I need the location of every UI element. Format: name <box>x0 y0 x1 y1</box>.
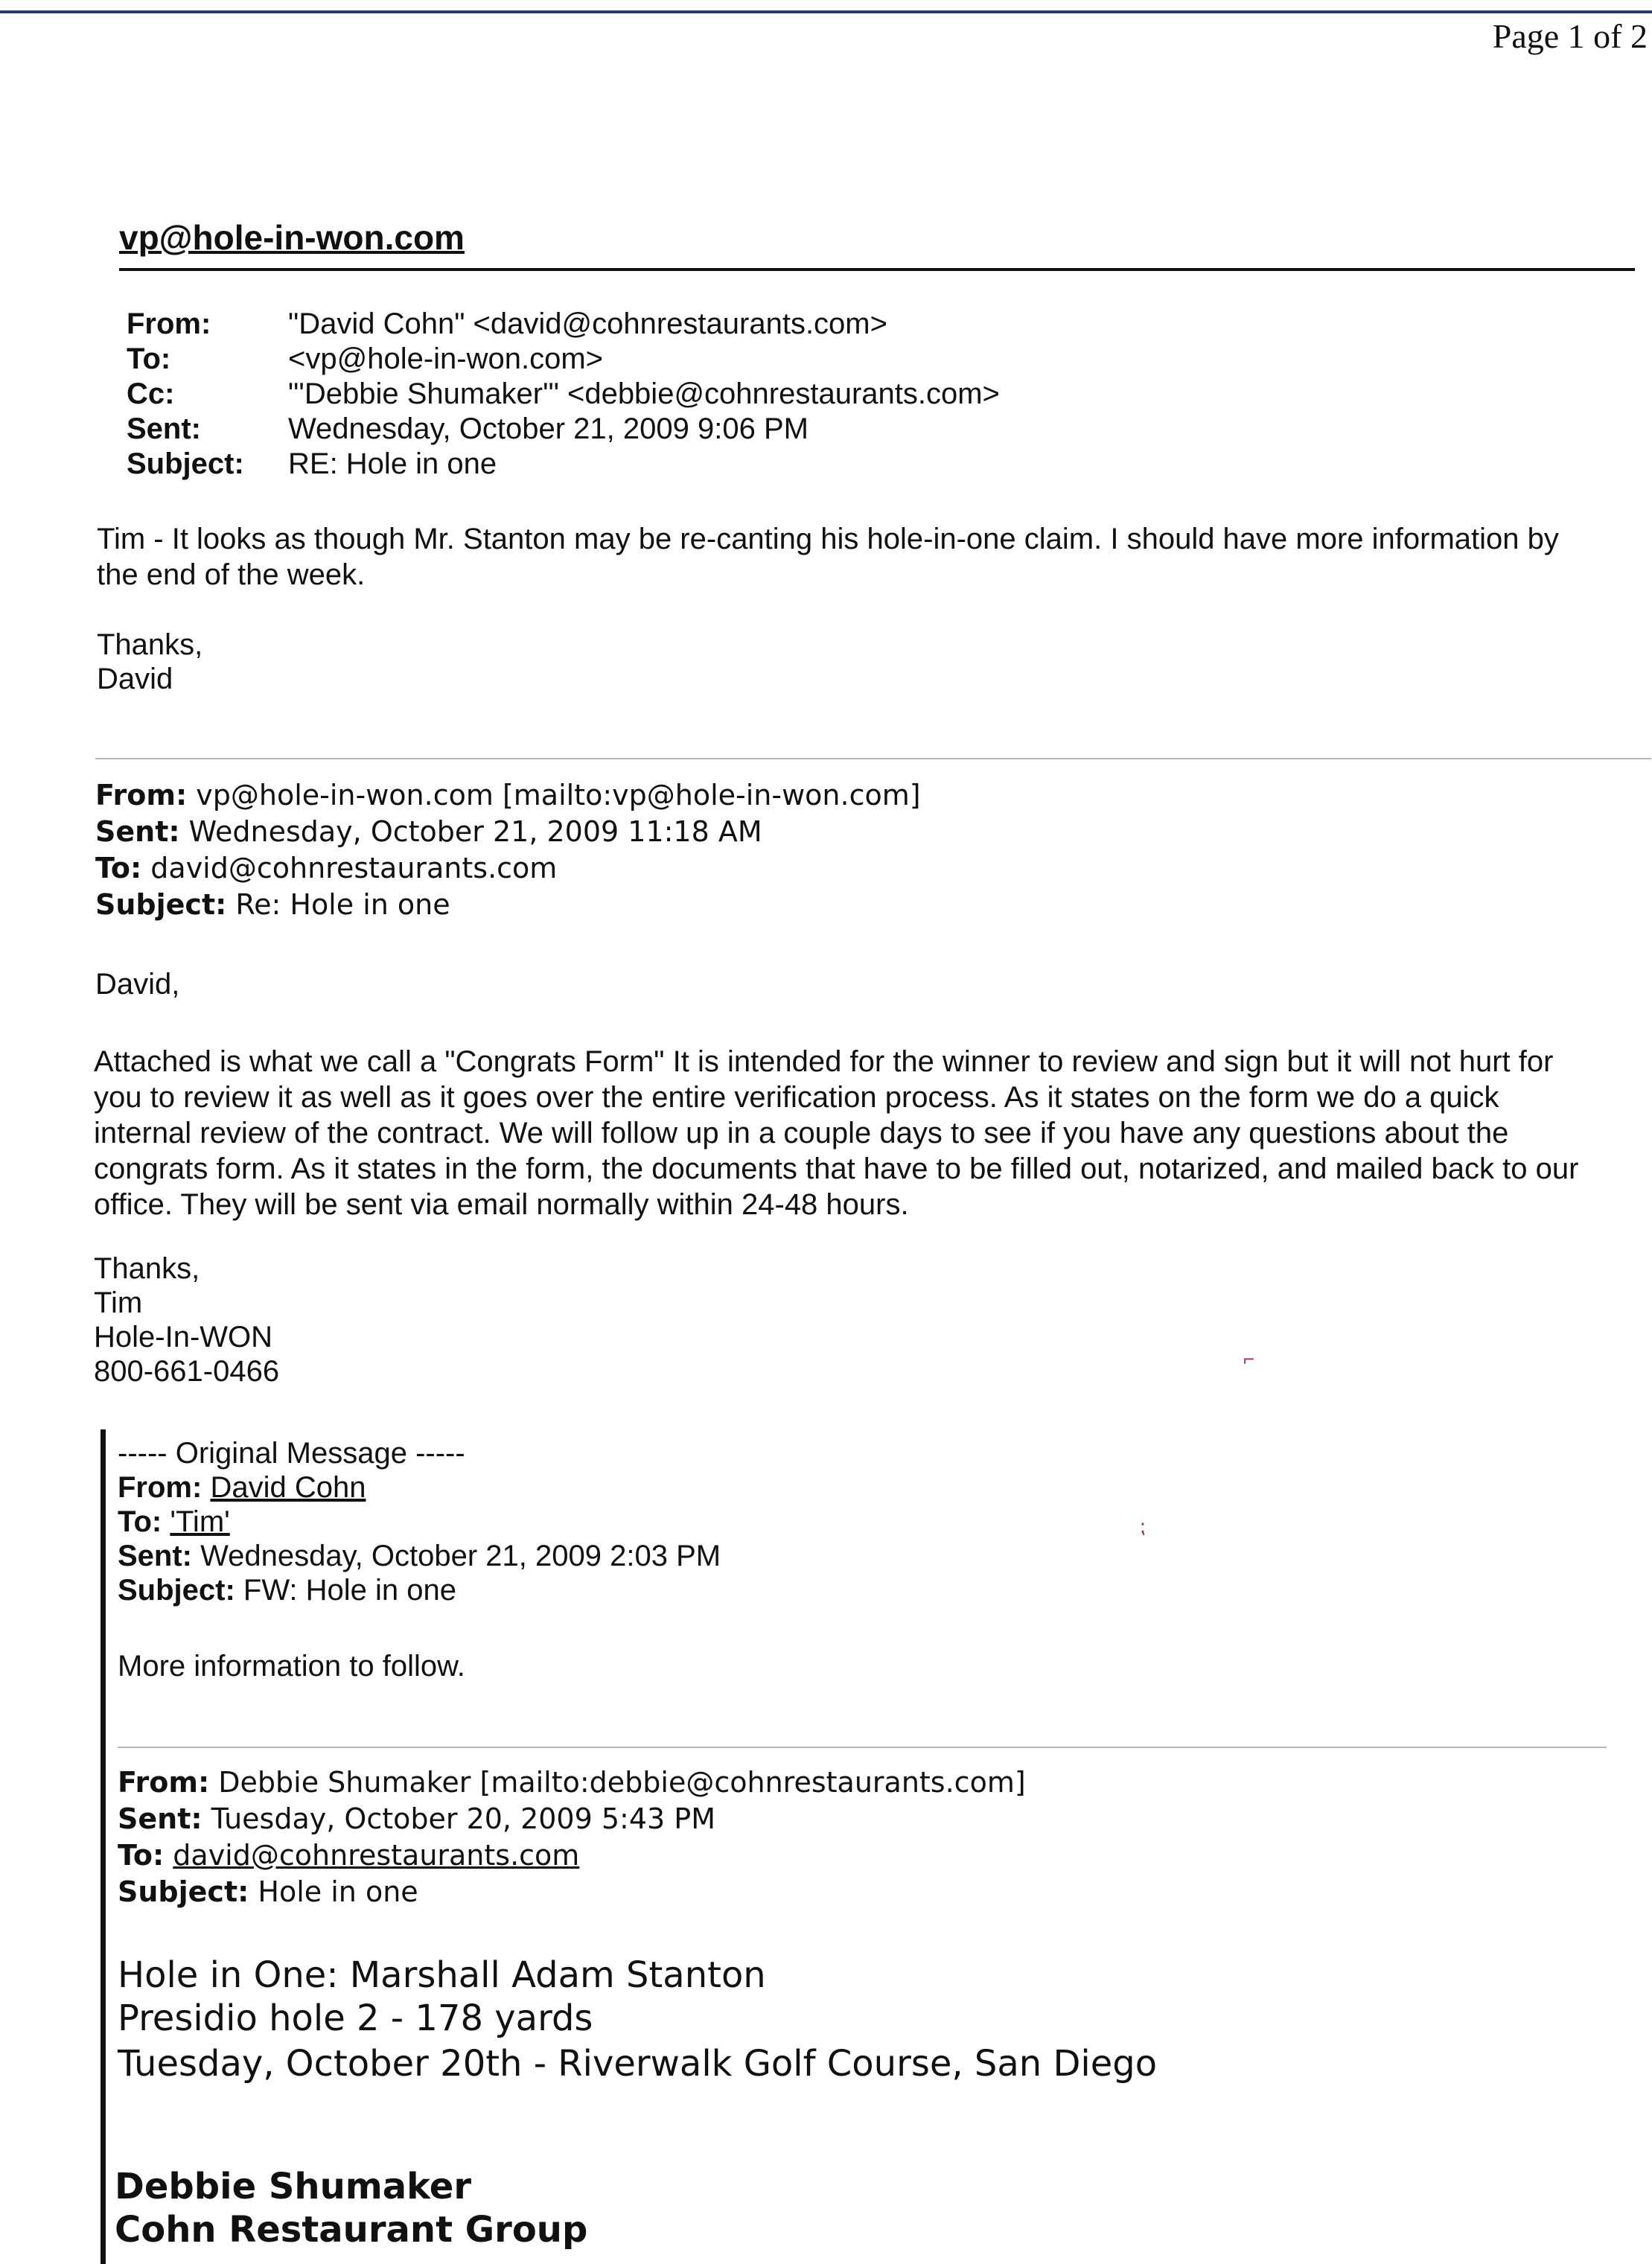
header-cc-value: "'Debbie Shumaker'" <debbie@cohnrestaurants.com> <box>288 377 1000 410</box>
orig-subject-value: FW: Hole in one <box>243 1574 456 1607</box>
header-cc-row <box>127 377 1467 412</box>
msg2-company: Hole-In-WON <box>94 1321 273 1353</box>
orig-from-row <box>118 1470 366 1505</box>
msg3-subject-row <box>118 1874 418 1910</box>
orig-sent-label: Sent: <box>118 1540 192 1572</box>
mailbox-title: vp@hole-in-won.com <box>119 218 465 257</box>
msg2-body-line3: internal review of the contract. We will follow up in a couple days to see if you have any questions about the <box>94 1117 1509 1149</box>
signature-name: Debbie Shumaker <box>115 2166 472 2207</box>
header-cc-label: Cc: <box>127 377 175 410</box>
quote-bar <box>101 1429 106 2264</box>
header-from-label: From: <box>127 307 211 340</box>
orig-sent-value: Wednesday, October 21, 2009 2:03 PM <box>200 1540 721 1572</box>
msg3-line3: Tuesday, October 20th - Riverwalk Golf Course, San Diego <box>118 2043 1158 2085</box>
msg3-subject-label: Subject: <box>118 1875 249 1908</box>
msg2-subject-label: Subject: <box>95 888 227 921</box>
msg2-subject-row <box>95 887 450 922</box>
msg3-subject-value: Hole in one <box>258 1875 418 1908</box>
msg2-phone: 800-661-0466 <box>94 1355 280 1388</box>
msg2-sent-label: Sent: <box>95 815 180 848</box>
orig-subject-label: Subject: <box>118 1574 235 1607</box>
msg2-from-value: vp@hole-in-won.com [mailto:vp@hole-in-won.com] <box>196 779 921 811</box>
header-subject-row <box>127 447 1467 482</box>
msg1-thanks: Thanks, <box>97 628 203 661</box>
orig-body: More information to follow. <box>118 1650 465 1683</box>
email-header <box>127 307 1467 482</box>
header-sent-row <box>127 412 1467 447</box>
msg1-body-line2: the end of the week. <box>97 558 366 591</box>
msg2-sent-value: Wednesday, October 21, 2009 11:18 AM <box>188 815 762 848</box>
header-sent-value: Wednesday, October 21, 2009 9:06 PM <box>288 412 809 445</box>
orig-subject-row <box>118 1572 456 1608</box>
msg3-sent-label: Sent: <box>118 1802 202 1835</box>
msg1-body-line1: Tim - It looks as though Mr. Stanton may be re-canting his hole-in-one claim. I should have more information by <box>97 523 1559 555</box>
header-subject-label: Subject: <box>127 447 244 480</box>
msg1-name: David <box>97 663 173 695</box>
title-rule <box>119 268 1635 271</box>
page-number: Page 1 of 2 <box>1492 17 1648 55</box>
msg3-to-link[interactable]: david@cohnrestaurants.com <box>173 1839 580 1872</box>
msg3-sent-value: Tuesday, October 20, 2009 5:43 PM <box>211 1802 715 1835</box>
msg2-to-row <box>95 850 557 886</box>
msg2-thanks: Thanks, <box>94 1252 200 1285</box>
msg2-body-line4: congrats form. As it states in the form, the documents that have to be filled out, notarized, and mailed back to our <box>94 1152 1579 1185</box>
msg3-line2: Presidio hole 2 - 178 yards <box>118 1997 593 2039</box>
scan-speck: ⁏ <box>1139 1515 1146 1537</box>
msg2-greeting: David, <box>95 968 180 1001</box>
orig-from-label: From: <box>118 1471 202 1504</box>
msg3-sent-row <box>118 1801 715 1837</box>
top-scan-line <box>0 10 1652 13</box>
header-from-row <box>127 307 1467 342</box>
msg2-name: Tim <box>94 1286 143 1319</box>
orig-to-row <box>118 1504 230 1540</box>
header-subject-value: RE: Hole in one <box>288 447 497 480</box>
header-from-value: "David Cohn" <david@cohnrestaurants.com> <box>288 307 887 340</box>
msg2-to-value: david@cohnrestaurants.com <box>150 852 558 884</box>
orig-to-label: To: <box>118 1505 162 1538</box>
original-message-marker: ----- Original Message ----- <box>118 1437 465 1470</box>
msg3-to-row <box>118 1837 579 1873</box>
msg3-from-value: Debbie Shumaker [mailto:debbie@cohnrestaurants.com] <box>218 1766 1026 1799</box>
header-to-label: To: <box>127 342 171 375</box>
msg3-line1: Hole in One: Marshall Adam Stanton <box>118 1954 766 1996</box>
header-to-row <box>127 342 1467 377</box>
separator-2 <box>118 1747 1607 1748</box>
header-to-value: <vp@hole-in-won.com> <box>288 342 604 375</box>
msg3-from-label: From: <box>118 1766 210 1799</box>
msg2-from-row <box>95 777 921 813</box>
msg2-to-label: To: <box>95 852 142 884</box>
msg3-from-row <box>118 1764 1026 1800</box>
separator-1 <box>95 758 1651 759</box>
msg2-subject-value: Re: Hole in one <box>235 888 450 921</box>
orig-from-link[interactable]: David Cohn <box>210 1471 366 1504</box>
scan-speck: ⌐ <box>1243 1348 1255 1370</box>
msg2-sent-row <box>95 814 762 849</box>
msg2-body-line1: Attached is what we call a "Congrats Form" It is intended for the winner to review and sign but it will not hurt for <box>94 1045 1554 1078</box>
signature-company: Cohn Restaurant Group <box>115 2209 588 2251</box>
msg2-body-line2: you to review it as well as it goes over the entire verification process. As it states on the form we do a quick <box>94 1081 1499 1114</box>
header-sent-label: Sent: <box>127 412 201 445</box>
msg2-from-label: From: <box>95 779 188 811</box>
msg3-to-label: To: <box>118 1839 165 1872</box>
orig-sent-row <box>118 1538 721 1574</box>
orig-to-link[interactable]: 'Tim' <box>170 1505 230 1538</box>
msg2-body-line5: office. They will be sent via email normally within 24-48 hours. <box>94 1188 909 1221</box>
